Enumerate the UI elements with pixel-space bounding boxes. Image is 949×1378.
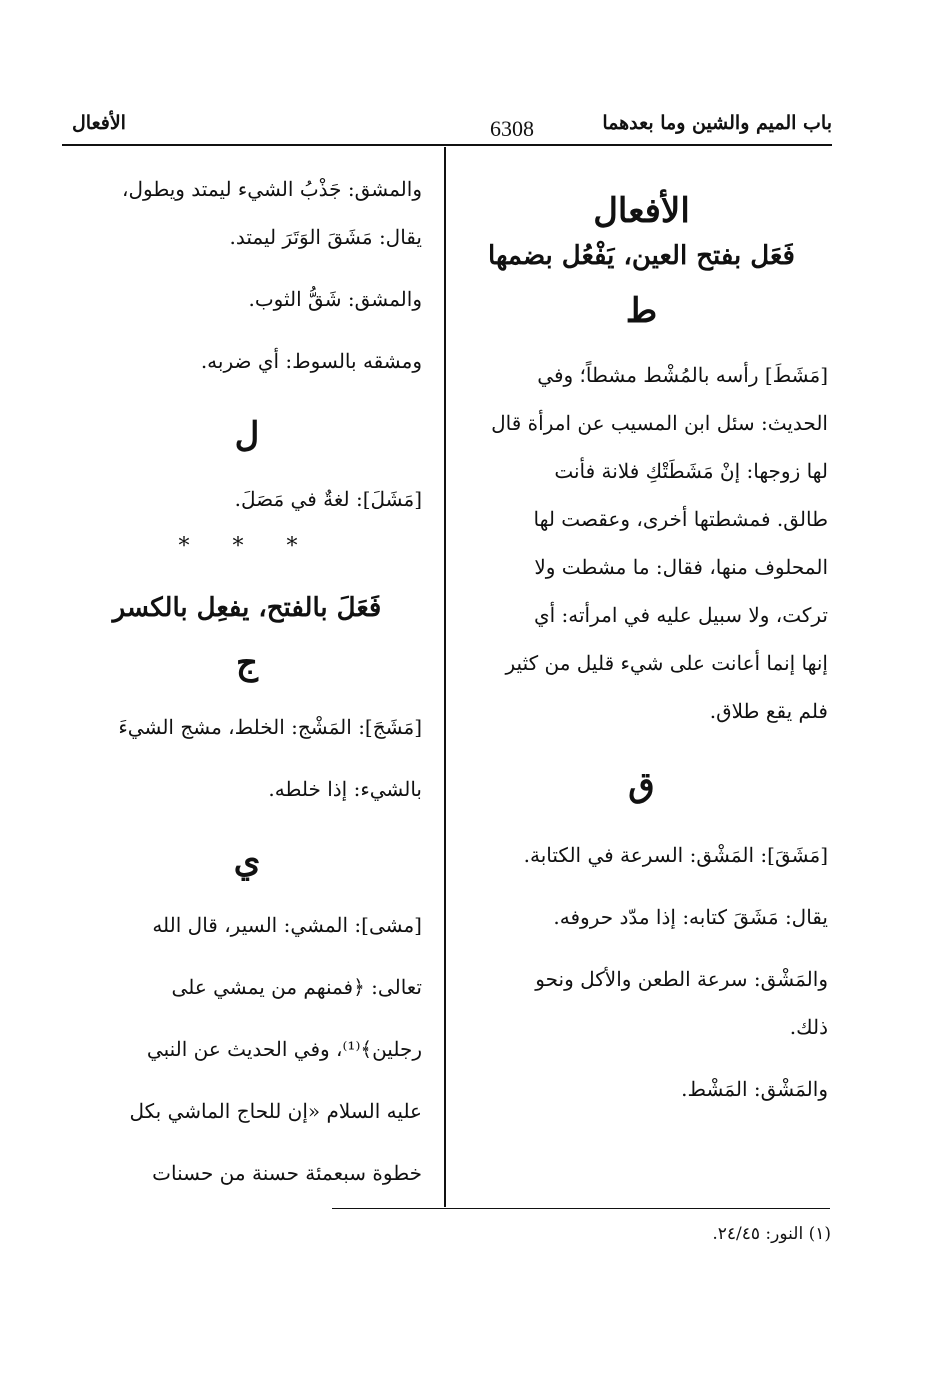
letter-heading: ق [628, 765, 655, 805]
entry-line: تعالى: ﴿فمنهم من يمشي على [171, 975, 422, 999]
column-divider [444, 147, 446, 1207]
entry-line: تركت، ولا سبيل عليه في امرأته: أي [533, 603, 828, 627]
header-right-title: باب الميم والشين وما بعدهما [602, 112, 832, 134]
letter-heading: ط [625, 291, 658, 331]
entry-line: الحديث: سئل ابن المسيب عن امرأة قال [491, 411, 828, 435]
entry-line: والمشق: جَذْبُ الشيء ليمتد ويطول، [122, 177, 422, 201]
header-rule [62, 144, 832, 146]
entry-line: [مَشَطَ] رأسه بالمُشْط مشطاً؛ وفي [537, 363, 828, 387]
entry-line: رجلين﴾⁽¹⁾، وفي الحديث عن النبي [146, 1037, 422, 1061]
section-title: الأفعال [593, 191, 690, 231]
entry-line: والمَشْق: سرعة الطعن والأكل ونحو [535, 967, 828, 991]
entry-line: طالق. فمشطتها أخرى، وعقصت لها [533, 507, 828, 531]
entry-line: [مشى]: المشي: السير، قال الله [152, 913, 422, 937]
subsection-title: فَعَلَ بالفتح، يفعِل بالكسر [112, 593, 382, 623]
page-number: 6308 [490, 116, 534, 141]
entry-line: بالشيء: إذا خلطه. [268, 777, 422, 801]
entry-line: عليه السلام «إن للحاج الماشي بكل [129, 1099, 422, 1123]
letter-heading: ج [236, 643, 258, 683]
header-left-title: الأفعال [72, 112, 126, 134]
entry-line: لها زوجها: إنْ مَشَطَتْكِ فلانة فأنت [554, 459, 828, 483]
footnote-rule [332, 1208, 830, 1209]
entry-line: المحلوف منها، فقال: ما مشطت ولا [534, 555, 828, 579]
entry-line: والمَشْق: المَشْط. [681, 1077, 828, 1101]
letter-heading: ل [234, 415, 260, 455]
entry-line: يقال: مَشَقَ كتابه: إذا مدّد حروفه. [553, 905, 828, 929]
entry-line: [مَشَقَ]: المَشْق: السرعة في الكتابة. [523, 843, 828, 867]
section-separator-stars: * * * [178, 534, 316, 559]
entry-line: إنها إنما أعانت على شيء قليل من كثير [505, 651, 828, 675]
entry-line: خطوة سبعمئة حسنة من حسنات [152, 1161, 422, 1185]
entry-line: [مَشَجَ]: المَشْج: الخلط، مشج الشيءَ [118, 715, 422, 739]
letter-heading: ي [233, 841, 261, 881]
page-header [62, 104, 832, 146]
entry-line: ذلك. [789, 1015, 828, 1039]
entry-line: والمشق: شَقُّ الثوب. [248, 287, 422, 311]
entry-line: يقال: مَشَقَ الوَتَرَ ليمتد. [229, 225, 422, 249]
subsection-title: فَعَل بفتح العين، يَفْعُل بضمها [488, 241, 795, 271]
entry-line: فلم يقع طلاق. [709, 699, 828, 723]
left-column [72, 165, 422, 1197]
right-column [455, 165, 828, 1113]
footnote: (١) النور: ٢٤/٤٥. [712, 1224, 831, 1244]
entry-line: [مَشَلَ]: لغةٌ في مَصَلَ. [234, 487, 422, 511]
entry-line: ومشقه بالسوط: أي ضربه. [200, 349, 422, 373]
